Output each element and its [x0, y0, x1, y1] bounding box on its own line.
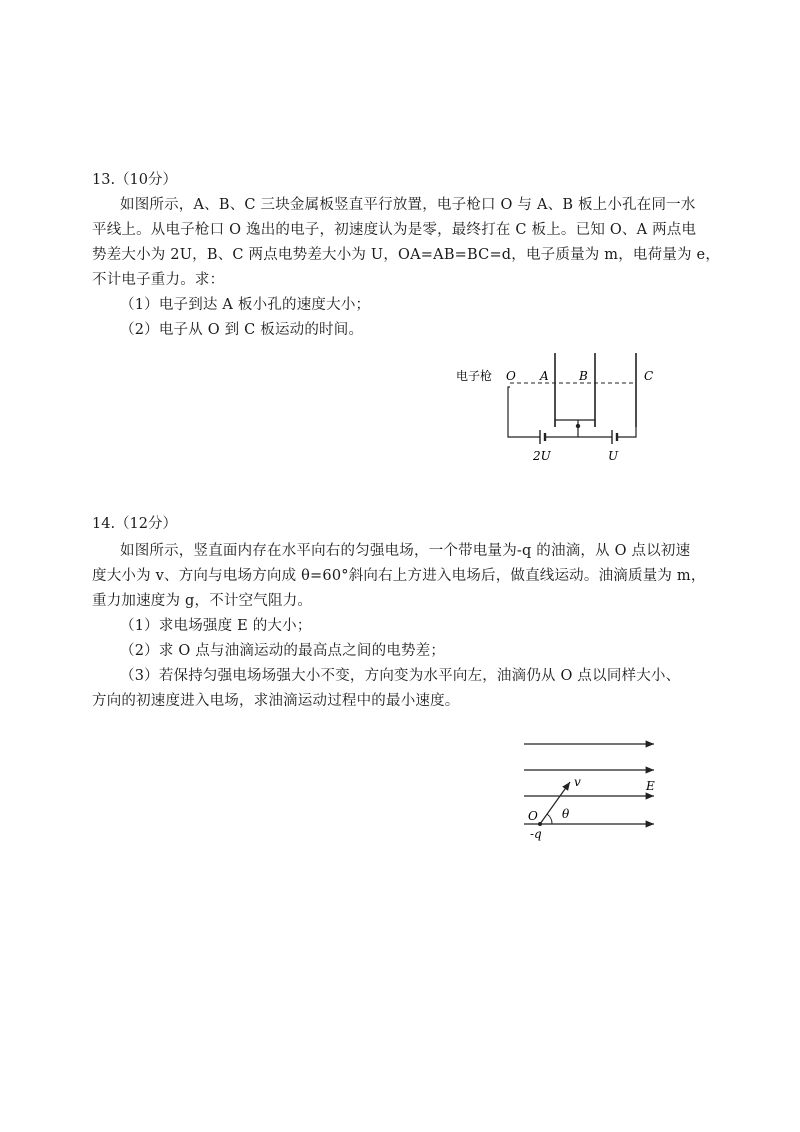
- label-o: O: [528, 809, 538, 823]
- q13-sub-1: （1）电子到达 A 板小孔的速度大小；: [120, 297, 371, 313]
- q14-line-1: 如图所示，竖直面内存在水平向右的匀强电场，一个带电量为-q 的油滴，从 O 点以初速: [120, 543, 691, 559]
- q13-line-3: 势差大小为 2U，B、C 两点电势差大小为 U，OA=AB=BC=d，电子质量为 m，电荷量为 e，: [92, 247, 721, 263]
- label-o: O: [506, 369, 516, 383]
- q14-sub-2: （2）求 O 点与油滴运动的最高点之间的电势差；: [120, 643, 446, 659]
- q13-circuit-figure: [440, 345, 670, 470]
- q14-sub-3-cont: 方向的初速度进入电场，求油滴运动过程中的最小速度。: [92, 693, 460, 709]
- label-c: C: [644, 369, 654, 383]
- q14-sub-3: （3）若保持匀强电场场强大小不变，方向变为水平向左，油滴仍从 O 点以同样大小、: [120, 668, 681, 684]
- label-u: U: [608, 449, 619, 463]
- label-e: E: [646, 779, 655, 793]
- q14-field-figure: [510, 732, 670, 842]
- q14-header: 14.（12分）: [92, 516, 178, 532]
- label-q: -q: [530, 827, 542, 841]
- junction-dot: [576, 424, 580, 428]
- q13-line-2: 平线上。从电子枪口 O 逸出的电子，初速度认为是零，最终打在 C 板上。已知 O、A 两点电: [92, 222, 697, 238]
- angle-arc: [547, 814, 552, 824]
- q14-line-3: 重力加速度为 g，不计空气阻力。: [92, 593, 313, 609]
- q13-sub-2: （2）电子从 O 到 C 板运动的时间。: [120, 322, 364, 338]
- q14-line-2: 度大小为 v、方向与电场方向成 θ=60°斜向右上方进入电场后，做直线运动。油滴质量为 m，: [92, 568, 706, 584]
- wire-left: [508, 387, 540, 437]
- gun-label: 电子枪: [456, 369, 493, 383]
- q13-line-4: 不计电子重力。求：: [92, 272, 225, 288]
- label-2u: 2U: [533, 449, 551, 463]
- point-o: [538, 822, 542, 826]
- label-theta: θ: [562, 807, 570, 821]
- q14-sub-1: （1）求电场强度 E 的大小；: [120, 618, 312, 634]
- label-b: B: [579, 369, 588, 383]
- q13-line-1: 如图所示，A、B、C 三块金属板竖直平行放置，电子枪口 O 与 A、B 板上小孔在同一水: [120, 197, 696, 213]
- label-a: A: [540, 369, 549, 383]
- label-v: v: [574, 775, 581, 789]
- q13-header: 13.（10分）: [92, 172, 178, 188]
